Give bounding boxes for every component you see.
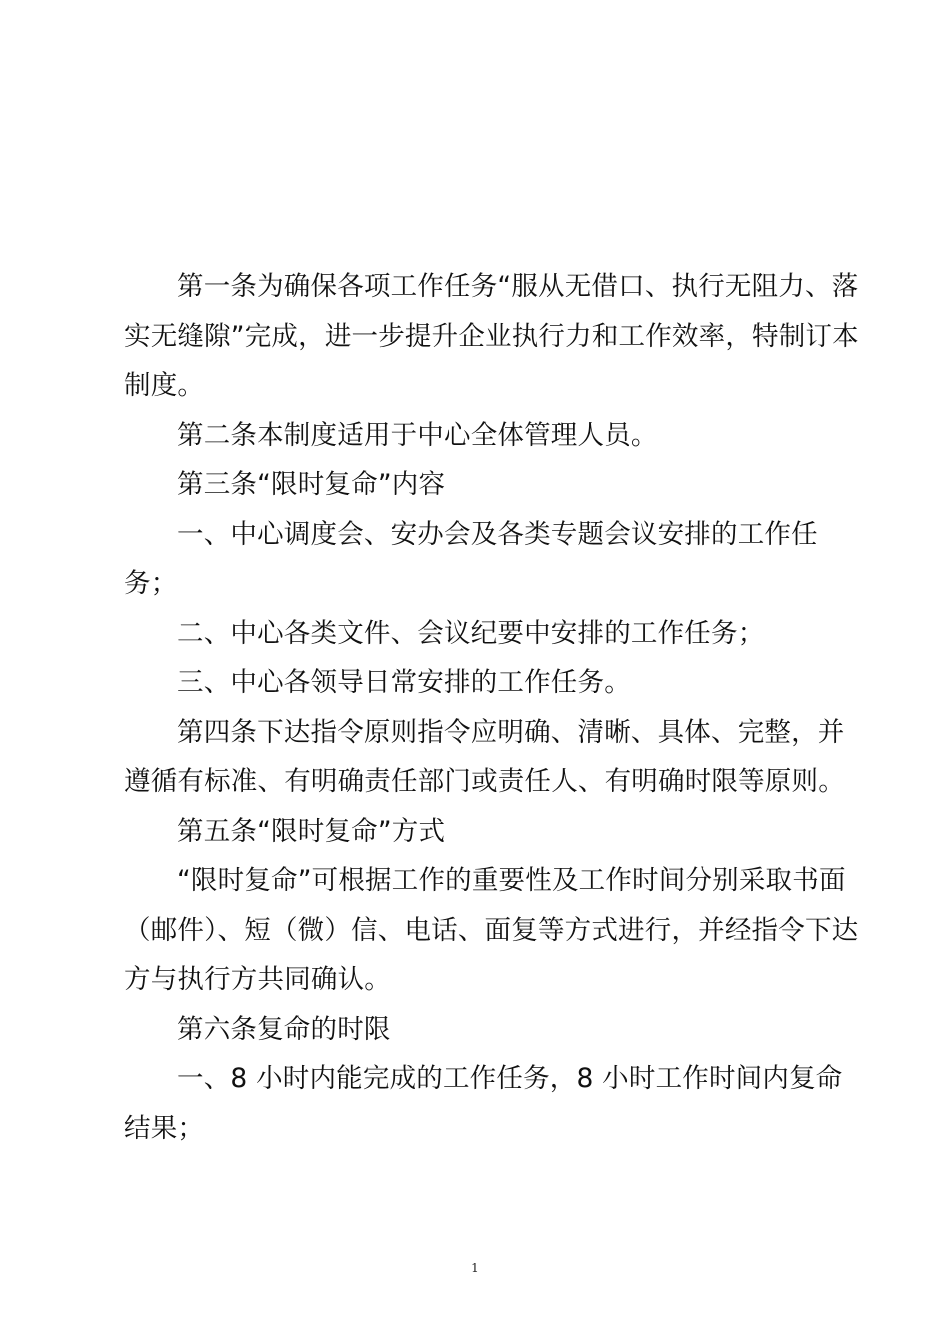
- paragraph-article-3-item-3: 三、中心各领导日常安排的工作任务。: [177, 667, 631, 698]
- paragraph-article-6-item-1: 一、8 小时内能完成的工作任务，8 小时工作时间内复命结果；: [124, 1063, 843, 1144]
- paragraph-article-6-heading: 第六条复命的时限: [177, 1013, 391, 1045]
- paragraph-article-5-body: “限时复命”可根据工作的重要性及工作时间分别采取书面（邮件）、短（微）信、电话、面复等方式进行，并经指令下达方与执行方共同确认。: [124, 865, 859, 995]
- paragraph-article-5-heading: 第五条“限时复命”方式: [177, 815, 446, 847]
- page-number: 1: [471, 1261, 479, 1275]
- paragraph-article-2: 第二条本制度适用于中心全体管理人员。: [177, 419, 658, 451]
- document-body: [124, 262, 862, 1153]
- paragraph-article-3-item-2: 二、中心各类文件、会议纪要中安排的工作任务；: [177, 617, 765, 649]
- paragraph-article-3-heading: 第三条“限时复命”内容: [177, 469, 446, 500]
- paragraph-article-4: 第四条下达指令原则指令应明确、清晰、具体、完整，并遵循有标准、有明确责任部门或责任人、有明确时限等原则。: [124, 716, 845, 797]
- paragraph-article-3-item-1: 一、中心调度会、安办会及各类专题会议安排的工作任务；: [124, 518, 818, 599]
- paragraph-article-1: 第一条为确保各项工作任务“服从无借口、执行无阻力、落实无缝隙”完成，进一步提升企业执行力和工作效率，特制订本制度。: [124, 271, 859, 401]
